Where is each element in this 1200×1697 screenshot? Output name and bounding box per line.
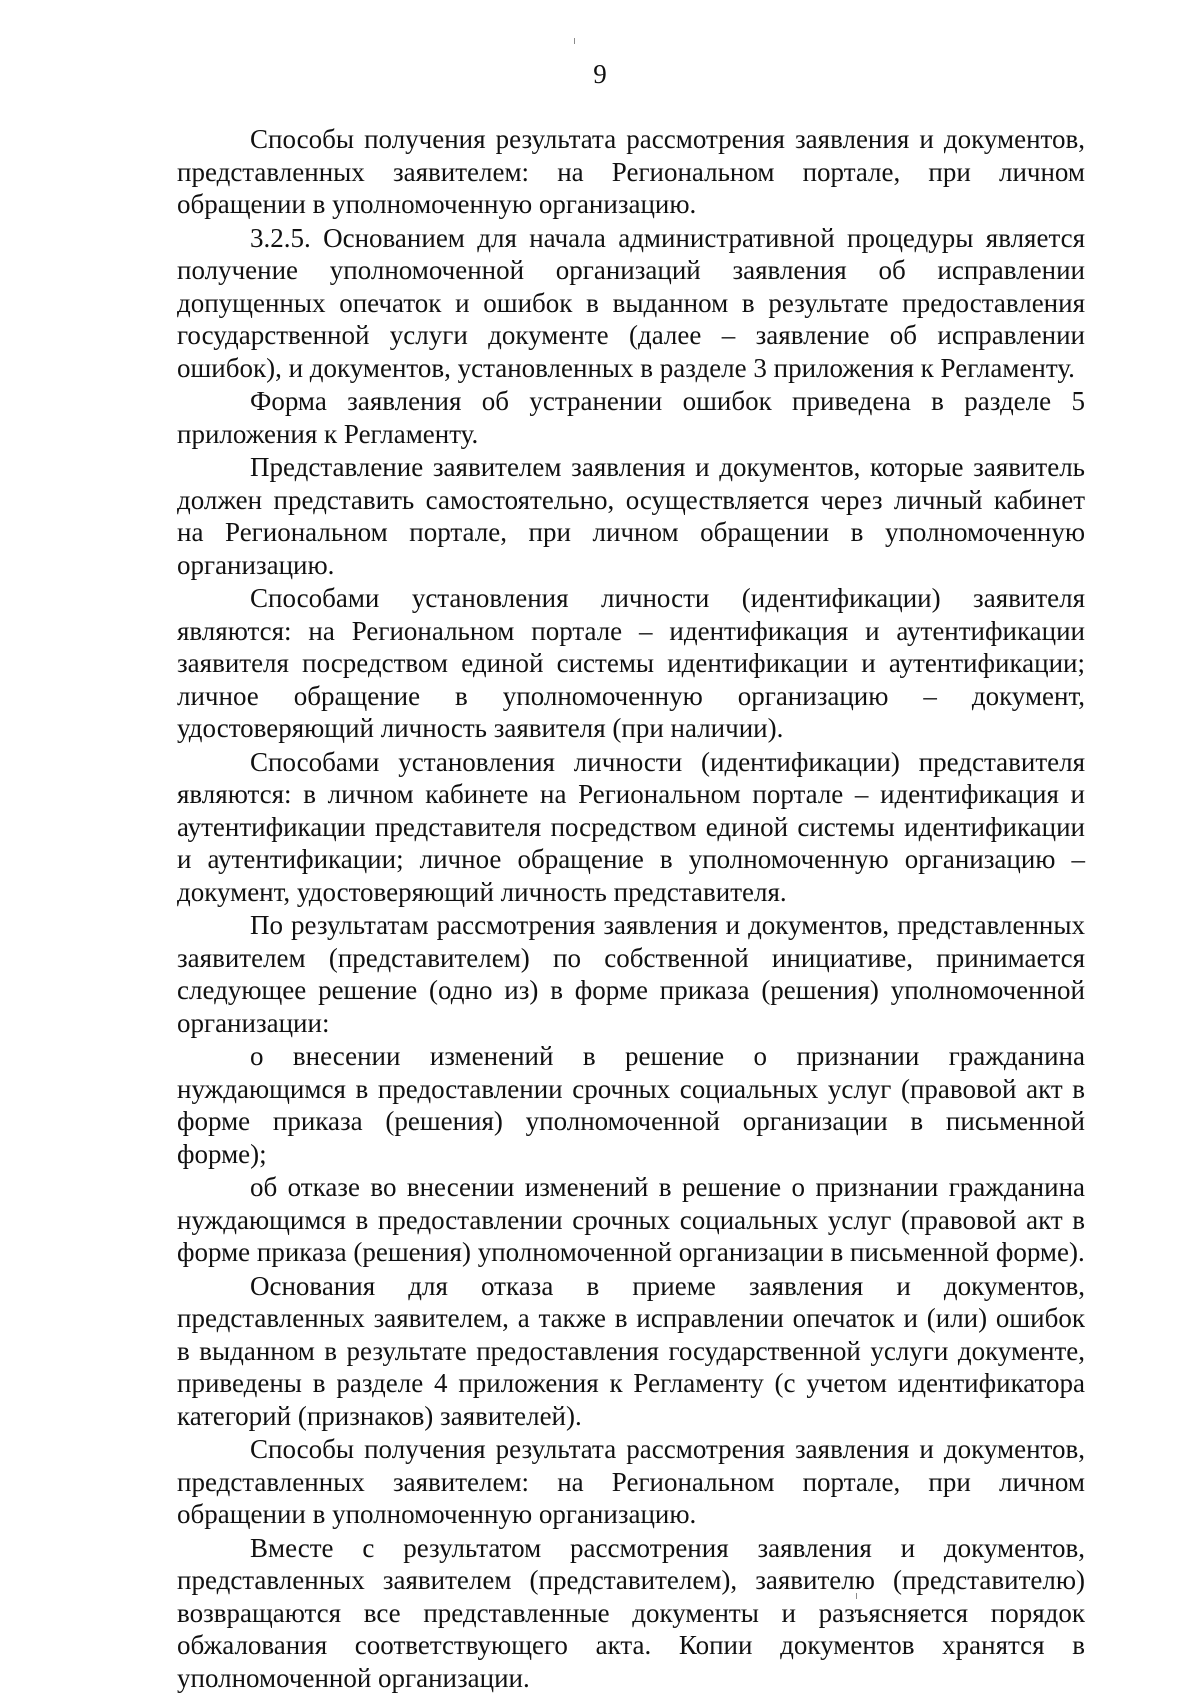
- paragraph-decision: По результатам рассмотрения заявления и документов, представленных заявителем (представителем) по собственной инициативе, принимается следующее решение (одно из) в форме приказа (решения) уполномоченной организации:: [177, 910, 1085, 1038]
- paragraph-result-methods: Способы получения результата рассмотрения заявления и документов, представленных заявителем: на Региональном портале, при личном обращении в уполномоченную организацию.: [177, 124, 1085, 219]
- paragraph-submission: Представление заявителем заявления и документов, которые заявитель должен представить самостоятельно, осуществляется через личный кабинет на Региональном портале, при личном обращении в уполномоченную организацию.: [177, 452, 1085, 580]
- document-body: [177, 123, 1085, 1694]
- page-number: 9: [593, 59, 607, 89]
- paragraph-refusal-grounds: Основания для отказа в приеме заявления и документов, представленных заявителем, а также в исправлении опечаток и (или) ошибок в выданном в результате предоставления государственной услуги документе, приведены в разделе 4 приложения к Регламенту (с учетом идентификатора категорий (признаков) заявителей).: [177, 1270, 1085, 1431]
- paragraph-result-methods-repeat: Способы получения результата рассмотрения заявления и документов, представленных заявителем: на Региональном портале, при личном обращении в уполномоченную организацию.: [177, 1434, 1085, 1529]
- scan-artifact-top: [574, 38, 575, 44]
- paragraph-applicant-identification: Способами установления личности (идентификации) заявителя являются: на Региональном портале – идентификация и аутентификации заявителя посредством единой системы идентификации и аутентификации; личное обращение в уполномоченную организацию – документ, удостоверяющий личность заявителя (при наличии).: [177, 583, 1085, 743]
- paragraph-representative-identification: Способами установления личности (идентификации) представителя являются: в личном кабинете на Региональном портале – идентификация и аутентификации представителя посредством единой системы идентификации и аутентификации; личное обращение в уполномоченную организацию – документ, удостоверяющий личность представителя.: [177, 746, 1085, 907]
- paragraph-documents-returned: Вместе с результатом рассмотрения заявления и документов, представленных заявителем (представителем), заявителю (представителю) возвращаются все представленные документы и разъясняется порядок обжалования соответствующего акта. Копии документов хранятся в уполномоченной организации.: [177, 1532, 1085, 1693]
- paragraph-application-form: Форма заявления об устранении ошибок приведена в разделе 5 приложения к Регламенту.: [177, 386, 1085, 449]
- paragraph-decision-option-amend: о внесении изменений в решение о признании гражданина нуждающимся в предоставлении срочных социальных услуг (правовой акт в форме приказа (решения) уполномоченной организации в письменной форме);: [177, 1041, 1085, 1169]
- paragraph-3-2-5-basis: 3.2.5. Основанием для начала административной процедуры является получение уполномоченной организаций заявления об исправлении допущенных опечаток и ошибок в выданном в результате предоставления государственной услуги документе (далее – заявление об исправлении ошибок), и документов, установленных в разделе 3 приложения к Регламенту.: [177, 222, 1085, 383]
- paragraph-decision-option-refuse: об отказе во внесении изменений в решение о признании гражданина нуждающимся в предоставлении срочных социальных услуг (правовой акт в форме приказа (решения) уполномоченной организации в письменной форме).: [177, 1172, 1085, 1267]
